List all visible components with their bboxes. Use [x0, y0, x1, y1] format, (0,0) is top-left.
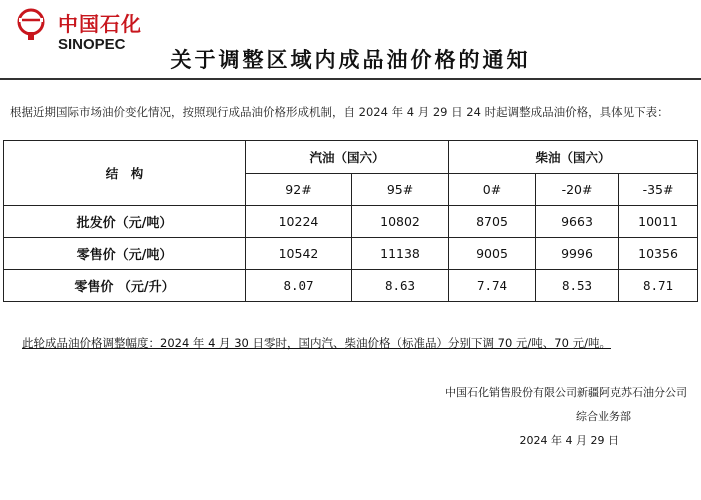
issue-date: 2024 年 4 月 29 日 — [519, 434, 619, 447]
price-cell: 10542 — [246, 238, 352, 270]
page-title: 关于调整区域内成品油价格的通知 — [170, 48, 531, 72]
grade-header: 92# — [246, 174, 352, 206]
price-cell: 9005 — [449, 238, 536, 270]
price-cell: 8705 — [449, 206, 536, 238]
price-cell: 8.71 — [619, 270, 698, 302]
issuer-company: 中国石化销售股份有限公司新疆阿克苏石油分公司 — [445, 386, 687, 399]
price-cell: 8.53 — [536, 270, 619, 302]
price-table — [3, 140, 698, 302]
price-cell: 9996 — [536, 238, 619, 270]
table-row — [4, 238, 698, 270]
intro-paragraph: 根据近期国际市场油价变化情况，按照现行成品油价格形成机制，自 2024 年 4 月 29 日 24 时起调整成品油价格，具体见下表： — [10, 105, 669, 119]
table-row — [4, 270, 698, 302]
row-label: 批发价（元/吨） — [4, 206, 246, 238]
structure-header: 结 构 — [4, 141, 246, 206]
title-divider — [0, 78, 701, 80]
grade-header: 95# — [352, 174, 449, 206]
price-cell: 11138 — [352, 238, 449, 270]
grade-header: 0# — [449, 174, 536, 206]
price-cell: 10224 — [246, 206, 352, 238]
price-cell: 10011 — [619, 206, 698, 238]
row-label: 零售价（元/吨） — [4, 238, 246, 270]
price-cell: 8.63 — [352, 270, 449, 302]
diesel-header: 柴油（国六） — [449, 141, 698, 174]
issuer-department: 综合业务部 — [576, 410, 631, 423]
grade-header: -35# — [619, 174, 698, 206]
price-cell: 7.74 — [449, 270, 536, 302]
grade-header: -20# — [536, 174, 619, 206]
price-cell: 8.07 — [246, 270, 352, 302]
row-label: 零售价 （元/升） — [4, 270, 246, 302]
brand-name-english: SINOPEC — [58, 36, 126, 53]
price-cell: 10356 — [619, 238, 698, 270]
brand-name-chinese: 中国石化 — [58, 12, 142, 36]
price-cell: 9663 — [536, 206, 619, 238]
gasoline-header: 汽油（国六） — [246, 141, 449, 174]
table-row — [4, 206, 698, 238]
price-cell: 10802 — [352, 206, 449, 238]
adjustment-notice: 此轮成品油价格调整幅度：2024 年 4 月 30 日零时，国内汽、柴油价格（标准品）分别下调 70 元/吨、70 元/吨。 — [22, 336, 611, 350]
